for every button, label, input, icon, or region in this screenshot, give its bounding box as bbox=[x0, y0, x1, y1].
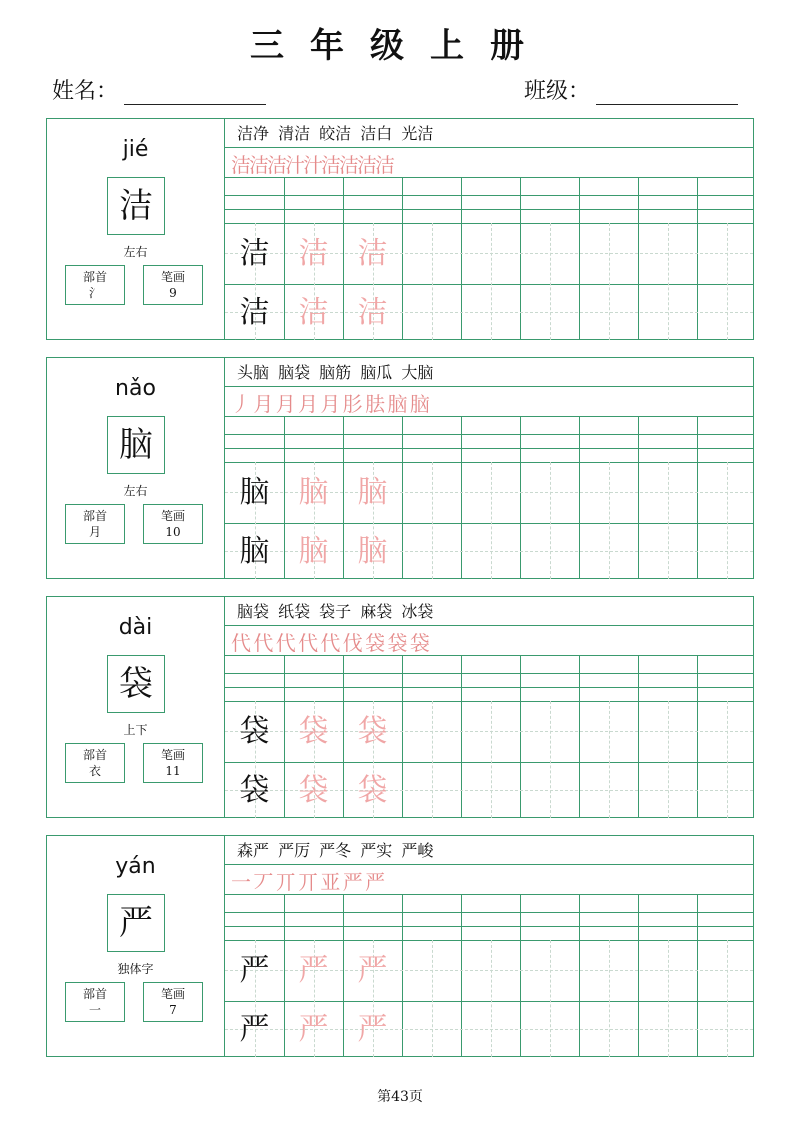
trace-character[interactable]: 袋 bbox=[298, 714, 329, 749]
radical-label: 部首 bbox=[82, 509, 107, 523]
trace-character[interactable]: 脑 bbox=[357, 475, 388, 510]
character-card bbox=[46, 357, 754, 579]
stroke-count-label: 笔画 bbox=[160, 748, 185, 762]
model-character: 严 bbox=[239, 953, 270, 988]
radical-label: 部首 bbox=[82, 987, 107, 1001]
radical-value: 衣 bbox=[88, 764, 101, 778]
structure-label: 独体字 bbox=[117, 962, 154, 976]
radical-value: 一 bbox=[88, 1003, 101, 1017]
character-card bbox=[46, 596, 754, 818]
trace-character[interactable]: 脑 bbox=[357, 534, 388, 569]
stroke-count-value: 9 bbox=[169, 286, 177, 300]
practice-grid bbox=[225, 836, 753, 1056]
stroke-count-box bbox=[143, 743, 203, 783]
radical-label: 部首 bbox=[82, 748, 107, 762]
trace-character[interactable]: 严 bbox=[298, 953, 329, 988]
example-words: 头脑 脑袋 脑筋 脑瓜 大脑 bbox=[237, 363, 434, 382]
trace-character[interactable]: 洁 bbox=[298, 295, 329, 330]
example-words: 洁净 清洁 皎洁 洁白 光洁 bbox=[237, 124, 434, 143]
model-character: 洁 bbox=[239, 236, 270, 271]
model-character: 脑 bbox=[239, 475, 270, 510]
pinyin: nǎo bbox=[115, 376, 156, 401]
radical-box bbox=[65, 265, 125, 305]
stroke-order: 丿 月 月 月 月 肜 胠 脑 脑 bbox=[231, 392, 428, 416]
radical-label: 部首 bbox=[82, 270, 107, 284]
practice-grid bbox=[225, 358, 753, 578]
example-words: 森严 严厉 严冬 严实 严峻 bbox=[237, 841, 434, 860]
example-words: 脑袋 纸袋 袋子 麻袋 冰袋 bbox=[237, 602, 434, 621]
pinyin: dài bbox=[118, 615, 153, 640]
radical-box bbox=[65, 743, 125, 783]
stroke-order: 一 丆 丌 丌 亚 严 严 bbox=[231, 870, 384, 894]
character-info bbox=[47, 119, 225, 339]
trace-character[interactable]: 严 bbox=[298, 1012, 329, 1047]
stroke-count-box bbox=[143, 265, 203, 305]
pinyin: jié bbox=[122, 137, 149, 162]
radical-box bbox=[65, 504, 125, 544]
model-character: 严 bbox=[239, 1012, 270, 1047]
stroke-order: 洁洁洁汁汁洁洁洁洁 bbox=[231, 153, 393, 177]
radical-box bbox=[65, 982, 125, 1022]
structure-label: 上下 bbox=[123, 723, 148, 737]
model-character: 袋 bbox=[239, 714, 270, 749]
name-field bbox=[52, 74, 266, 105]
trace-character[interactable]: 袋 bbox=[298, 773, 329, 808]
class-label: 班级： bbox=[524, 79, 591, 104]
model-character: 袋 bbox=[239, 773, 270, 808]
character-box: 严 bbox=[107, 894, 165, 952]
stroke-count-value: 10 bbox=[165, 525, 181, 539]
character-box: 脑 bbox=[107, 416, 165, 474]
trace-character[interactable]: 洁 bbox=[357, 295, 388, 330]
trace-character[interactable]: 袋 bbox=[357, 773, 388, 808]
pinyin: yán bbox=[115, 854, 156, 879]
radical-value: 月 bbox=[88, 525, 101, 539]
name-label: 姓名： bbox=[52, 79, 119, 104]
model-character: 洁 bbox=[239, 295, 270, 330]
trace-character[interactable]: 洁 bbox=[298, 236, 329, 271]
stroke-count-label: 笔画 bbox=[160, 270, 185, 284]
character-box: 袋 bbox=[107, 655, 165, 713]
structure-label: 左右 bbox=[123, 245, 148, 259]
stroke-count-label: 笔画 bbox=[160, 987, 185, 1001]
class-field bbox=[524, 74, 738, 105]
structure-label: 左右 bbox=[123, 484, 148, 498]
trace-character[interactable]: 袋 bbox=[357, 714, 388, 749]
page-number: 第43页 bbox=[377, 1089, 423, 1105]
trace-character[interactable]: 严 bbox=[357, 953, 388, 988]
practice-grid bbox=[225, 597, 753, 817]
name-blank[interactable] bbox=[124, 78, 266, 105]
practice-grid bbox=[225, 119, 753, 339]
trace-character[interactable]: 严 bbox=[357, 1012, 388, 1047]
stroke-count-box bbox=[143, 982, 203, 1022]
stroke-count-box bbox=[143, 504, 203, 544]
character-info bbox=[47, 358, 225, 578]
character-box: 洁 bbox=[107, 177, 165, 235]
stroke-count-value: 11 bbox=[165, 764, 181, 778]
trace-character[interactable]: 脑 bbox=[298, 475, 329, 510]
stroke-order: 代 代 代 代 代 伐 袋 袋 袋 bbox=[231, 631, 428, 655]
class-blank[interactable] bbox=[596, 78, 738, 105]
stroke-count-label: 笔画 bbox=[160, 509, 185, 523]
stroke-count-value: 7 bbox=[169, 1003, 177, 1017]
model-character: 脑 bbox=[239, 534, 270, 569]
radical-value: 氵 bbox=[88, 286, 101, 300]
page-title: 三年级上册 bbox=[250, 26, 550, 66]
character-card bbox=[46, 835, 754, 1057]
character-card bbox=[46, 118, 754, 340]
character-info bbox=[47, 836, 225, 1056]
character-info bbox=[47, 597, 225, 817]
trace-character[interactable]: 洁 bbox=[357, 236, 388, 271]
trace-character[interactable]: 脑 bbox=[298, 534, 329, 569]
